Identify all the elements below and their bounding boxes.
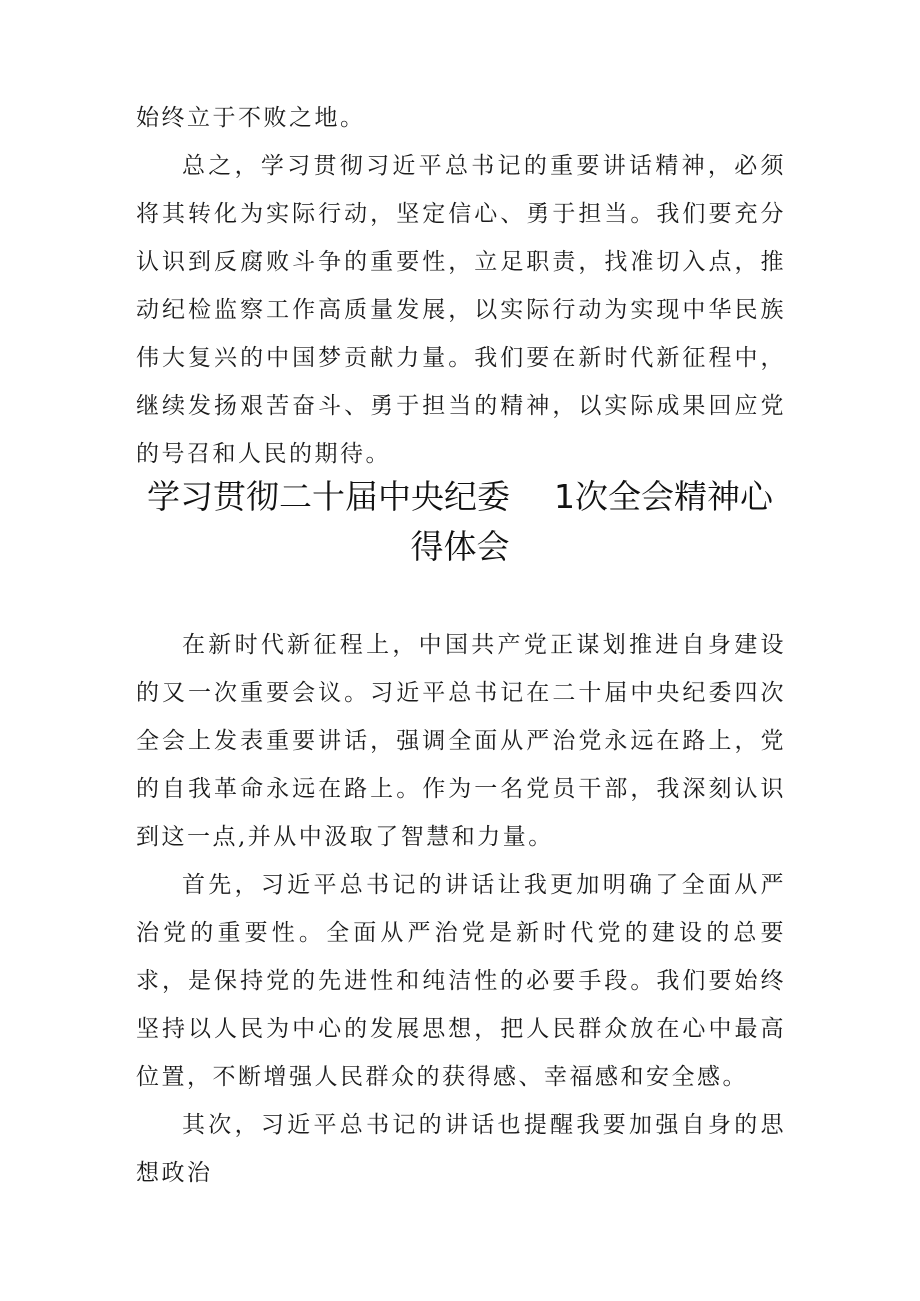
article-body <box>136 621 786 1197</box>
continuation-line: 始终立于不败之地。 <box>136 105 366 131</box>
article-title-line2: 得体会 <box>410 527 510 566</box>
article-title <box>100 472 820 572</box>
body-paragraph-3: 其次，习近平总书记的讲话也提醒我要加强自身的思想政治 <box>136 1112 786 1186</box>
closing-paragraph: 总之，学习贯彻习近平总书记的重要讲话精神，必须将其转化为实际行动，坚定信心、勇于担当。我们要充分认识到反腐败斗争的重要性，立足职责，找准切入点，推动纪检监察工作高质量发展，以实际行动为实现中华民族伟大复兴的中国梦贡献力量。我们要在新时代新征程中，继续发扬艰苦奋斗、勇于担当的精神，以实际成果回应党的号召和人民的期待。 <box>136 153 786 467</box>
top-section <box>136 94 786 478</box>
body-paragraph-2: 首先，习近平总书记的讲话让我更加明确了全面从严治党的重要性。全面从严治党是新时代党的建设的总要求，是保持党的先进性和纯洁性的必要手段。我们要始终坚持以人民为中心的发展思想，把人民群众放在心中最高位置，不断增强人民群众的获得感、幸福感和安全感。 <box>136 872 786 1090</box>
article-title-line1-part1: 学习贯彻二十届中央纪委 <box>147 477 510 516</box>
article-title-line1-part2: 1次全会精神心 <box>554 477 773 516</box>
body-paragraph-1: 在新时代新征程上，中国共产党正谋划推进自身建设的又一次重要会议。习近平总书记在二十届中央纪委四次全会上发表重要讲话，强调全面从严治党永远在路上，党的自我革命永远在路上。作为一名党员干部，我深刻认识到这一点,并从中汲取了智慧和力量。 <box>136 632 786 850</box>
article-title-line1 <box>100 472 820 522</box>
